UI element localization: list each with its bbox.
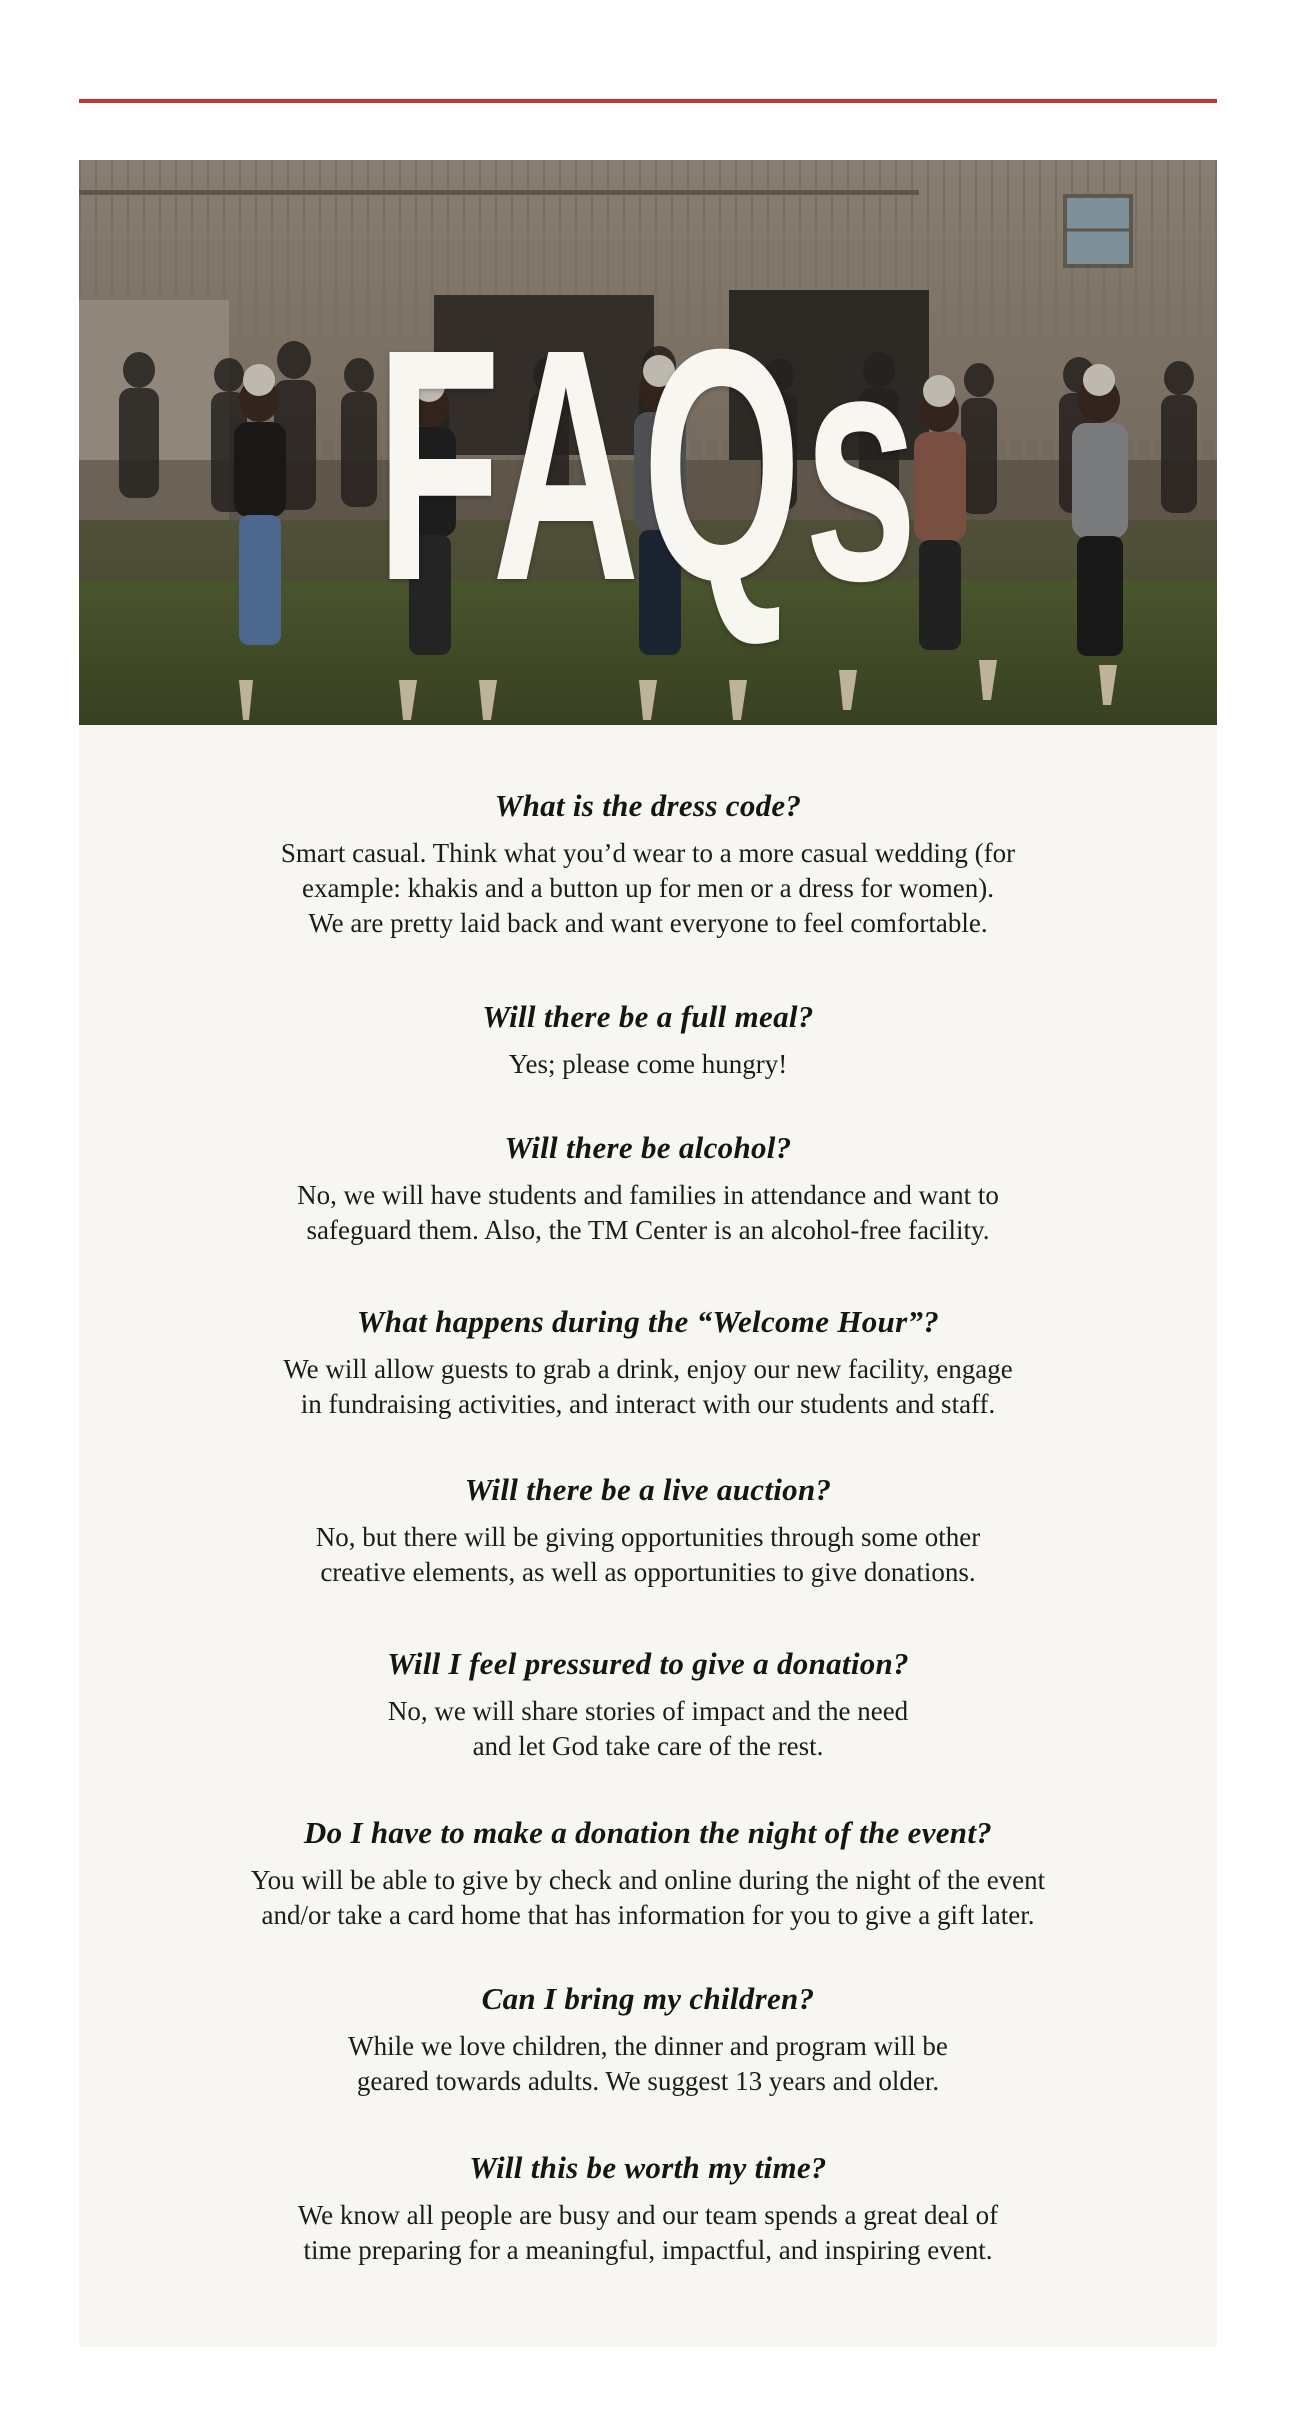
- faq-question: Do I have to make a donation the night of the event?: [303, 1815, 993, 1850]
- faq-question: Will there be alcohol?: [504, 1130, 792, 1165]
- faq-question: Will there be a full meal?: [482, 999, 814, 1034]
- faq-item-full-meal: [79, 997, 1217, 1082]
- faq-question: Will I feel pressured to give a donation?: [387, 1646, 909, 1681]
- faq-question: Can I bring my children?: [481, 1981, 815, 2016]
- faq-panel: [79, 725, 1217, 2347]
- hero-title: FAQs: [375, 280, 921, 649]
- faq-answer: No, but there will be giving opportunities through some other creative elements, as well as opportunities to give donations.: [315, 1522, 981, 1587]
- faq-answer: While we love children, the dinner and program will be geared towards adults. We suggest 13 years and older.: [348, 2031, 948, 2096]
- faq-answer: Smart casual. Think what you’d wear to a more casual wedding (for example: khakis and a button up for men or a dress for women). We are pretty laid back and want everyone to feel comfortable.: [280, 838, 1016, 938]
- faq-question: What is the dress code?: [494, 788, 802, 823]
- faq-answer: We will allow guests to grab a drink, enjoy our new facility, engage in fundraising activities, and interact with our students and staff.: [283, 1354, 1013, 1419]
- faq-item-live-auction: [79, 1470, 1217, 1590]
- faq-answer: Yes; please come hungry!: [508, 1049, 788, 1079]
- faq-answer: We know all people are busy and our team spends a great deal of time preparing for a meaningful, impactful, and inspiring event.: [297, 2200, 999, 2265]
- faq-item-children: [79, 1979, 1217, 2099]
- faq-answer: No, we will have students and families in attendance and want to safeguard them. Also, the TM Center is an alcohol-free facility.: [297, 1180, 999, 1245]
- faq-item-worth-time: [79, 2148, 1217, 2268]
- faq-item-donation-pressure: [79, 1644, 1217, 1764]
- faq-item-dress-code: [79, 786, 1217, 941]
- hero-banner: [79, 160, 1217, 725]
- faq-question: What happens during the “Welcome Hour”?: [356, 1304, 940, 1339]
- faq-answer: No, we will share stories of impact and the need and let God take care of the rest.: [387, 1696, 909, 1761]
- faq-question: Will there be a live auction?: [464, 1472, 832, 1507]
- faq-item-donation-night: [79, 1813, 1217, 1933]
- faq-answer: You will be able to give by check and online during the night of the event and/or take a card home that has information for you to give a gift later.: [250, 1865, 1046, 1930]
- faq-question: Will this be worth my time?: [469, 2150, 827, 2185]
- faq-item-welcome-hour: [79, 1302, 1217, 1422]
- top-accent-rule: [79, 99, 1217, 103]
- faq-item-alcohol: [79, 1128, 1217, 1248]
